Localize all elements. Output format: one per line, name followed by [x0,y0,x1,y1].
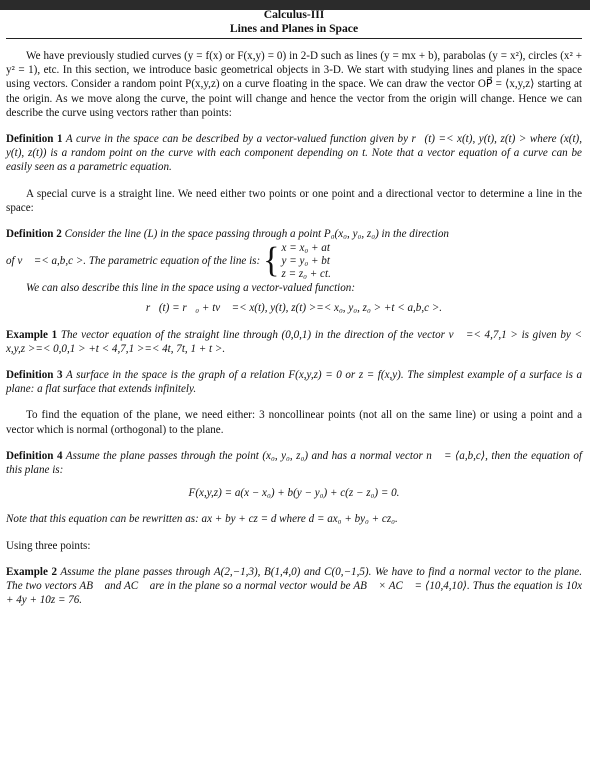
example-2 [6,565,582,608]
definition-1-text: A curve in the space can be described by a vector-valued function given by r⃗(t) =< x(t), y(t), z(t) > where (x(t), y(t), z(t)) is a random point on the curve with each component depending on t. Note that a vector equation of a curve can be easily seen as a parametric equation. [6,133,582,174]
param-eq-y: y = y₀ + bt [281,254,330,267]
parametric-lead: of v⃗ =< a,b,c >. The parametric equation of the line is: [6,255,261,268]
example-1-text: The vector equation of the straight line through (0,0,1) in the direction of the vector v⃗ =< 4,7,1 > is given by < x,y,z >=< 0,0,1 > +t < 4,7,1 >=< 4t, 7t, 1 + t >. [6,328,583,355]
example-2-text: Assume the plane passes through A(2,−1,3), B(1,4,0) and C(0,−1,5). We have to find a normal vector to the plane. The two vectors AB⃗ and AC⃗ are in the plane so a normal vector would be AB⃗ × AC⃗ = ⟨10,4,10⟩. Thus the equation is 10x + 4y + 10z = 76. [6,565,582,607]
header-rule [6,38,582,39]
definition-4-label: Definition 4 [6,449,63,462]
plane-equation: F(x,y,z) = a(x − x₀) + b(y − y₀) + c(z − z₀) = 0. [188,487,400,500]
definition-2 [6,227,582,316]
definition-3-text: A surface in the space is the graph of a relation F(x,y,z) = 0 or z = f(x,y). The simplest example of a surface is a plane: a flat surface that extends infinitely. [6,369,583,396]
line-paragraph: A special curve is a straight line. We need either two points or one point and a directional vector to determine a line in the space: [6,187,582,214]
example-1-label: Example 1 [6,328,58,341]
document-page [6,8,582,607]
definition-1-label: Definition 1 [6,133,63,146]
example-1 [6,328,582,356]
note-paragraph: Note that this equation can be rewritten as: ax + by + cz = d where d = ax₀ + by₀ + cz₀. [6,513,398,526]
example-2-label: Example 2 [6,565,58,578]
definition-3 [6,368,582,396]
parametric-system [6,241,582,281]
plane-paragraph: To find the equation of the plane, we need either: 3 noncollinear points (not all on the same line) or using a point and a vector which is normal (orthogonal) to the plane. [6,409,582,436]
vector-function-intro: We can also describe this line in the space using a vector-valued function: [26,282,356,295]
param-eq-z: z = z₀ + ct. [281,267,331,280]
definition-1 [6,132,582,175]
system-brace: { [263,241,280,281]
course-name: Calculus-III [263,8,325,21]
line-vector-equation: r⃗(t) = r⃗₀ + tv⃗ =< x(t), y(t), z(t) >=< x₀, y₀, z₀ > +t < a,b,c >. [145,302,443,315]
definition-4 [6,449,582,501]
definition-3-label: Definition 3 [6,369,63,382]
three-points-heading: Using three points: [6,539,91,552]
definition-2-text: Consider the line (L) in the space passing through a point P₀(x₀, y₀, z₀) in the direction [64,228,449,241]
definition-2-label: Definition 2 [6,228,62,241]
param-eq-x: x = x₀ + at [281,241,330,254]
intro-paragraph: We have previously studied curves (y = f(x) or F(x,y) = 0) in 2-D such as lines (y = mx + b), parabolas (y = x²), circles (x² + y² = 1), etc. In this section, we introduce basic geometrical objects in 3-D. We start with studying lines and planes in the space using vectors. Consider a random point P(x,y,z) on a curve floating in the space. We can draw the vector OP⃗ = ⟨x,y,z⟩ starting at the origin. As we move along the curve, the point will change and hence the vector from the origin will change. Hence we can describe the curve using vectors rather than points: [6,50,582,119]
definition-4-text: Assume the plane passes through the point (x₀, y₀, z₀) and has a normal vector n⃗ = ⟨a,b,c⟩, then the equation of this plane is: [6,449,583,477]
section-title: Lines and Planes in Space [229,22,359,35]
